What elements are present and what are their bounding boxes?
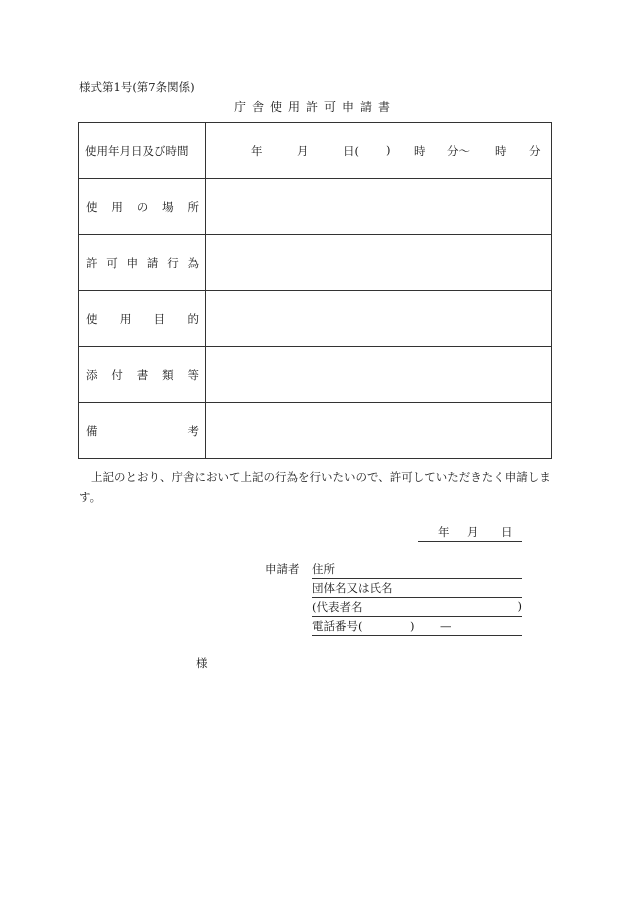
- label-char: 許: [86, 255, 98, 270]
- table-row: [79, 123, 552, 179]
- label-char: 行: [167, 255, 179, 270]
- label-remarks: [79, 403, 206, 459]
- document-title: 庁舎使用許可申請書: [233, 100, 396, 114]
- label-char: 用: [119, 311, 132, 326]
- label-char: 類: [162, 367, 174, 382]
- hour-unit-2: 時: [495, 143, 507, 158]
- attachments-field[interactable]: [206, 347, 552, 403]
- org-name-line[interactable]: [312, 580, 522, 598]
- request-sentence: 上記のとおり、庁舎において上記の行為を行いたいので、許可していただきたく申請します。: [79, 470, 551, 504]
- usage-purpose-field[interactable]: [206, 291, 552, 347]
- label-char: 添: [86, 367, 98, 382]
- table-row: [79, 403, 552, 459]
- label-char: 目: [153, 311, 166, 326]
- day-open-unit: 日(: [343, 143, 359, 158]
- label-usage-place: [79, 179, 206, 235]
- label-char: 用: [111, 199, 123, 214]
- label-char: 付: [111, 367, 123, 382]
- label-char: 的: [187, 311, 199, 326]
- address-label: 住所: [312, 562, 335, 576]
- label-char: 考: [187, 423, 199, 438]
- year-unit: 年: [251, 143, 263, 158]
- label-char: 使: [86, 311, 98, 326]
- label-char: 等: [187, 367, 199, 382]
- table-row: [79, 291, 552, 347]
- minute-unit-2: 分: [529, 143, 541, 158]
- label-usage-datetime-text: 使用年月日及び時間: [85, 143, 189, 158]
- label-char: 可: [106, 255, 118, 270]
- paren-close: ): [386, 142, 391, 157]
- label-usage-datetime: [79, 123, 206, 179]
- form-number-label: 様式第1号(第7条関係): [79, 80, 195, 94]
- label-char: 所: [187, 199, 199, 214]
- label-char: 場: [162, 199, 174, 214]
- addressee-suffix: 様: [196, 656, 208, 670]
- label-permitted-act: [79, 235, 206, 291]
- label-char: の: [136, 199, 149, 214]
- phone-line[interactable]: [312, 618, 522, 636]
- org-name-label: 団体名又は氏名: [312, 581, 393, 595]
- representative-close: ): [517, 599, 522, 613]
- phone-dash: —: [440, 619, 452, 633]
- table-row: [79, 179, 552, 235]
- label-char: 申: [126, 255, 139, 270]
- label-char: 請: [146, 255, 159, 270]
- phone-label: 電話番号(: [312, 619, 363, 633]
- label-char: 使: [86, 199, 98, 214]
- application-date[interactable]: [418, 524, 522, 542]
- hour-unit-1: 時: [414, 143, 426, 158]
- label-char: 為: [187, 255, 199, 270]
- label-char: 備: [86, 423, 98, 438]
- table-row: [79, 235, 552, 291]
- date-year-unit: 年: [438, 525, 450, 539]
- label-attachments: [79, 347, 206, 403]
- datetime-template: [206, 143, 551, 159]
- representative-label: (代表者名: [312, 600, 363, 614]
- date-month-unit: 月: [467, 525, 479, 539]
- remarks-field[interactable]: [206, 403, 552, 459]
- month-unit: 月: [297, 143, 309, 158]
- date-day-unit: 日: [501, 525, 513, 539]
- representative-line[interactable]: [312, 599, 522, 617]
- usage-datetime-field[interactable]: [206, 123, 552, 179]
- usage-place-field[interactable]: [206, 179, 552, 235]
- application-table: [78, 122, 552, 459]
- applicant-label: 申請者: [265, 562, 300, 576]
- permitted-act-field[interactable]: [206, 235, 552, 291]
- minute-tilde-unit: 分〜: [447, 143, 470, 158]
- label-char: 書: [136, 367, 149, 382]
- label-usage-purpose: [79, 291, 206, 347]
- address-line[interactable]: [312, 561, 522, 579]
- phone-close: ): [410, 619, 415, 633]
- table-row: [79, 347, 552, 403]
